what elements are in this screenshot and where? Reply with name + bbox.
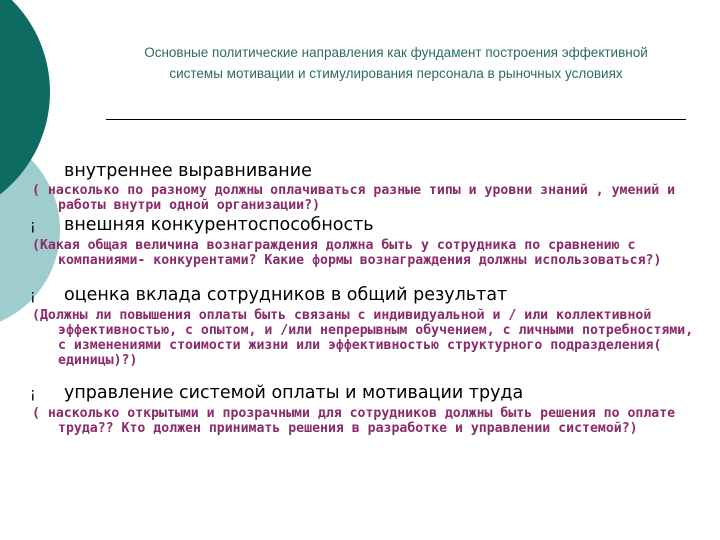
bullet-icon: ¡: [30, 288, 36, 304]
list-item: [30, 160, 695, 213]
list-item: [30, 382, 695, 436]
list-item: [30, 214, 695, 268]
item-heading: внутреннее выравнивание: [64, 161, 312, 181]
title-divider: [106, 119, 686, 120]
item-heading-row: [30, 284, 695, 307]
item-heading: оценка вклада сотрудников в общий результат: [64, 285, 508, 305]
item-detail: ( насколько по разному должны оплачиваться разные типы и уровни знаний , умений и работы внутри одной организации?): [32, 183, 676, 213]
item-heading-row: [30, 160, 695, 182]
item-heading: внешняя конкурентоспособность: [64, 215, 374, 235]
item-detail: (Какая общая величина вознаграждения должна быть у сотрудника по сравнению с компаниями- конкурентами? Какие формы вознаграждения должны использоваться?): [32, 238, 662, 268]
bullet-icon: ¡: [30, 386, 36, 402]
page-title: Основные политические направления как фундамент построения эффективной системы мотивации и стимулирования персонала в рыночных условиях: [144, 45, 648, 81]
list-item: [30, 284, 695, 368]
item-detail: ( насколько открытыми и прозрачными для сотрудников должны быть решения по оплате труда?? Кто должен принимать решения в разработке и управлении системой?): [32, 406, 676, 436]
item-detail: (Должны ли повышения оплаты быть связаны с индивидуальной и / или коллективной эффективностью, с опытом, и /или непрерывным обучением, с личными потребностями, с изменениями стоимости жизни или эффективностью структурного подразделения( единицы)?): [32, 308, 694, 368]
bullet-icon: ¡: [30, 218, 36, 234]
item-heading-row: [30, 382, 695, 405]
item-heading: управление системой оплаты и мотивации труда: [64, 383, 524, 403]
decorative-circles: [0, 0, 120, 540]
item-heading-row: [30, 214, 695, 237]
